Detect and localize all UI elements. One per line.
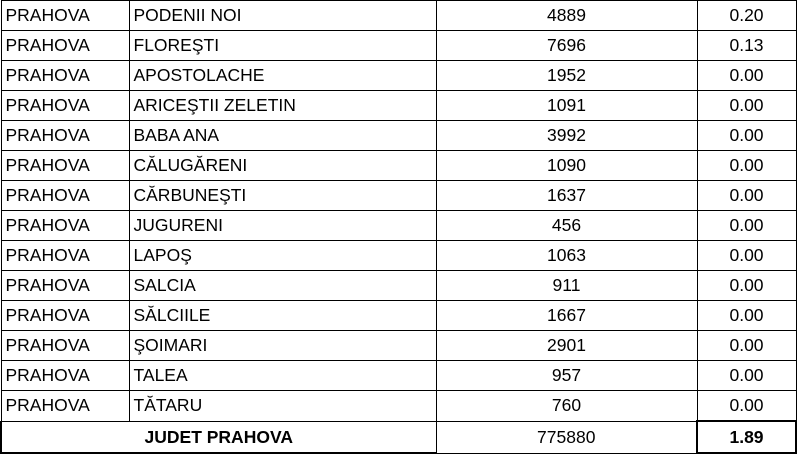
county-cell[interactable]: PRAHOVA [1,1,129,31]
value-cell[interactable]: 0.13 [697,31,796,61]
table-row [1,91,796,121]
population-cell[interactable]: 760 [436,391,697,422]
commune-cell[interactable]: SALCIA [129,271,436,301]
commune-cell[interactable]: PODENII NOI [129,1,436,31]
table-row [1,271,796,301]
value-cell[interactable]: 0.00 [697,301,796,331]
county-cell[interactable]: PRAHOVA [1,361,129,391]
county-cell[interactable]: PRAHOVA [1,331,129,361]
table-row [1,241,796,271]
county-cell[interactable]: PRAHOVA [1,91,129,121]
value-cell[interactable]: 0.00 [697,241,796,271]
population-cell[interactable]: 2901 [436,331,697,361]
value-cell[interactable]: 0.00 [697,211,796,241]
table-body [1,1,796,454]
population-cell[interactable]: 1637 [436,181,697,211]
value-cell[interactable]: 0.00 [697,391,796,422]
county-cell[interactable]: PRAHOVA [1,301,129,331]
table-row [1,361,796,391]
table-row [1,301,796,331]
county-cell[interactable]: PRAHOVA [1,151,129,181]
table-row [1,61,796,91]
value-cell[interactable]: 0.00 [697,91,796,121]
county-cell[interactable]: PRAHOVA [1,271,129,301]
value-cell[interactable]: 0.00 [697,331,796,361]
commune-cell[interactable]: APOSTOLACHE [129,61,436,91]
table-row [1,211,796,241]
population-cell[interactable]: 7696 [436,31,697,61]
population-cell[interactable]: 1952 [436,61,697,91]
table-row [1,181,796,211]
population-cell[interactable]: 3992 [436,121,697,151]
total-row [1,421,796,453]
county-cell[interactable]: PRAHOVA [1,121,129,151]
commune-cell[interactable]: TĂTARU [129,391,436,422]
commune-cell[interactable]: ŞOIMARI [129,331,436,361]
commune-cell[interactable]: BABA ANA [129,121,436,151]
population-cell[interactable]: 1063 [436,241,697,271]
value-cell[interactable]: 0.00 [697,271,796,301]
commune-cell[interactable]: JUGURENI [129,211,436,241]
value-cell[interactable]: 0.00 [697,181,796,211]
table-row [1,1,796,31]
county-cell[interactable]: PRAHOVA [1,391,129,422]
commune-cell[interactable]: ARICEŞTII ZELETIN [129,91,436,121]
value-cell[interactable]: 0.00 [697,151,796,181]
county-cell[interactable]: PRAHOVA [1,31,129,61]
population-cell[interactable]: 911 [436,271,697,301]
total-label[interactable]: JUDET PRAHOVA [1,421,436,453]
population-cell[interactable]: 4889 [436,1,697,31]
value-cell[interactable]: 0.00 [697,361,796,391]
value-cell[interactable]: 0.00 [697,61,796,91]
commune-cell[interactable]: TALEA [129,361,436,391]
total-population[interactable]: 775880 [436,421,697,453]
table-row [1,121,796,151]
county-cell[interactable]: PRAHOVA [1,181,129,211]
table-row [1,391,796,422]
county-cell[interactable]: PRAHOVA [1,211,129,241]
commune-cell[interactable]: FLOREŞTI [129,31,436,61]
table-row [1,31,796,61]
population-cell[interactable]: 957 [436,361,697,391]
commune-cell[interactable]: SĂLCIILE [129,301,436,331]
table-row [1,331,796,361]
commune-cell[interactable]: CĂRBUNEŞTI [129,181,436,211]
county-cell[interactable]: PRAHOVA [1,61,129,91]
population-cell[interactable]: 1091 [436,91,697,121]
table-row [1,151,796,181]
commune-cell[interactable]: CĂLUGĂRENI [129,151,436,181]
value-cell[interactable]: 0.00 [697,121,796,151]
county-cell[interactable]: PRAHOVA [1,241,129,271]
total-value[interactable]: 1.89 [697,421,796,453]
population-cell[interactable]: 456 [436,211,697,241]
value-cell[interactable]: 0.20 [697,1,796,31]
population-cell[interactable]: 1667 [436,301,697,331]
population-cell[interactable]: 1090 [436,151,697,181]
commune-cell[interactable]: LAPOŞ [129,241,436,271]
